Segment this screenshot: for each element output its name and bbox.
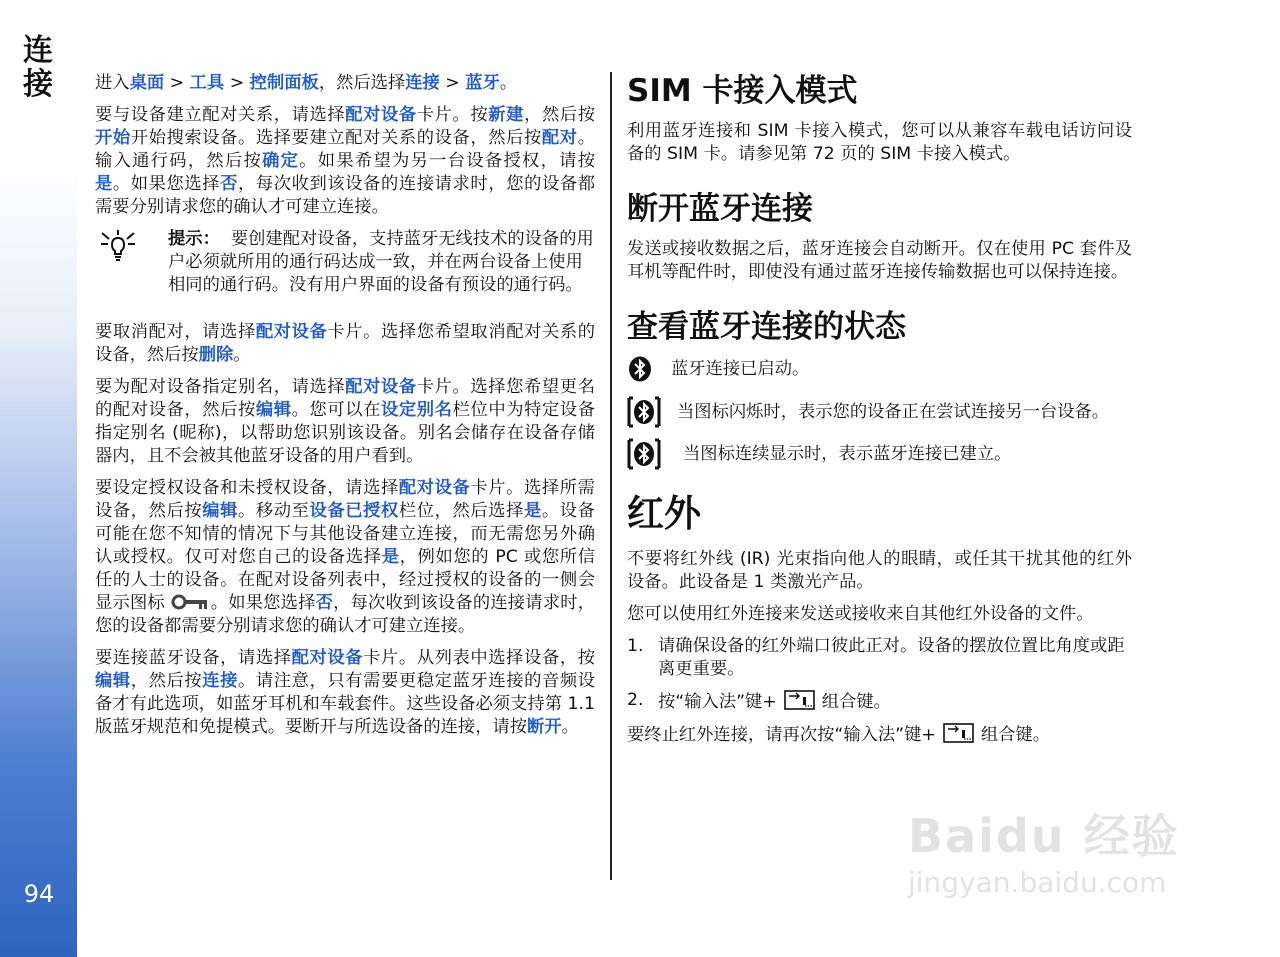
text: ，然后选择	[318, 73, 406, 93]
text: 。	[561, 717, 579, 737]
status-text: 蓝牙连接已启动。	[671, 359, 810, 379]
text: 开始搜索设备。选择要建立配对关系的设备，然后按	[130, 128, 542, 148]
heading-disconnect: 断开蓝牙连接	[627, 191, 813, 227]
link: 编辑	[95, 671, 131, 691]
link: 配对设备	[398, 478, 471, 498]
link-connectivity: 连接	[405, 73, 440, 93]
text: 栏位，然后选择	[398, 501, 524, 521]
paragraph-ir-end	[627, 722, 1132, 747]
watermark-logo-text: Baidu 经验	[908, 809, 1180, 863]
paragraph-ir-usage: 您可以使用红外连接来发送或接收来自其他红外设备的文件。	[627, 604, 1094, 624]
link: 配对设备	[345, 377, 417, 397]
paragraph-ir-warning: 不要将红外线 (IR) 光束指向他人的眼睛，或任其干扰其他的红外设备。此设备是 1 类激光产品。	[627, 549, 1132, 592]
text: 要与设备建立配对关系，请选择	[95, 105, 346, 125]
text: >	[224, 73, 250, 93]
text: ，每次收到该设备的连接请求时，您的设备都需要分别请求您的确认才可建立连接。	[95, 593, 595, 636]
text: 。请注意，只有需要更稳定蓝牙连接的音频设备才有此选项，如蓝牙耳机和车载套件。这些设备必须支持第 1.1 版蓝牙规范和免提模式。要断开与所选设备的连接，请按	[95, 671, 595, 737]
lightbulb-icon	[101, 230, 135, 264]
link: 删除	[198, 345, 234, 365]
text: 卡片。按	[416, 105, 489, 125]
text: >	[439, 73, 466, 93]
section-title: 连接	[23, 33, 53, 102]
step-text: 按“输入法”键+	[658, 692, 777, 712]
step-number: 2.	[627, 690, 644, 710]
step-number: 1.	[627, 636, 644, 656]
text: 卡片。选择所需设备，然后按	[95, 478, 595, 521]
link: 编辑	[255, 400, 292, 420]
paragraph-alias	[95, 376, 595, 468]
sidebar	[0, 0, 77, 957]
step-text: 请确保设备的红外端口彼此正对。设备的摆放位置比角度或距离更重要。	[658, 636, 1125, 679]
key-icon	[171, 593, 211, 611]
list-item	[627, 635, 1132, 681]
link-desktop: 桌面	[129, 73, 165, 93]
column-divider	[610, 72, 612, 880]
link: 断开	[527, 717, 562, 737]
text: 。您可以在	[291, 400, 382, 420]
link: 新建	[488, 105, 525, 125]
text: 。	[233, 345, 251, 365]
tip-text: 要创建配对设备，支持蓝牙无线技术的设备的用户必须就所用的通行码达成一致，并在两台设备上使用相同的通行码。没有用户界面的设备有预设的通行码。	[168, 229, 594, 295]
link: 配对设备	[255, 322, 328, 342]
link-tools: 工具	[189, 73, 225, 93]
status-blinking	[627, 396, 1132, 428]
link: 设备已授权	[309, 501, 399, 521]
ir-steps	[627, 635, 1132, 714]
text: 要取消配对，请选择	[95, 322, 256, 342]
right-column	[627, 70, 1132, 756]
link: 配对设备	[345, 105, 417, 125]
bluetooth-icon	[627, 356, 653, 382]
paragraph-connect	[95, 647, 595, 739]
link: 开始	[95, 128, 131, 148]
heading-sim-access: SIM 卡接入模式	[627, 73, 858, 109]
page-number: 94	[23, 880, 55, 908]
paragraph-sim: 利用蓝牙连接和 SIM 卡接入模式，您可以从兼容车载电话访问设备的 SIM 卡。请参见第 72 页的 SIM 卡接入模式。	[627, 121, 1132, 164]
text: 栏位中为特定设备指定别名 (昵称)，以帮助您识别该设备。别名会储存在设备存储器内，且不会被其他蓝牙设备的用户看到。	[95, 400, 595, 466]
link: 设定别名	[381, 400, 453, 420]
left-column	[95, 72, 595, 748]
heading-infrared: 红外	[627, 492, 701, 535]
link: 连接	[202, 671, 239, 691]
text: 。移动至	[238, 501, 310, 521]
status-text: 当图标连续显示时，表示蓝牙连接已建立。	[683, 444, 1012, 464]
bluetooth-framed-icon	[627, 396, 661, 428]
tip-box	[95, 228, 595, 297]
link: 否	[315, 593, 334, 613]
link-bluetooth: 蓝牙	[465, 73, 500, 93]
heading-status: 查看蓝牙连接的状态	[627, 309, 906, 345]
status-text: 当图标闪烁时，表示您的设备正在尝试连接另一台设备。	[677, 402, 1110, 422]
status-active	[627, 356, 1132, 382]
link: 否	[220, 174, 239, 194]
text: 要连接蓝牙设备，请选择	[95, 648, 292, 668]
text: 要为配对设备指定别名，请选择	[95, 377, 346, 397]
text: 。设备可能在您不知情的情况下与其他设备建立连接，而无需您另外确认或授权。仅可对您自己的设备选择	[95, 501, 595, 567]
text: 卡片。从列表中选择设备，按	[363, 648, 595, 668]
text: 组合键。	[980, 725, 1051, 745]
text: 。如果您选择	[112, 174, 221, 194]
link: 编辑	[202, 501, 238, 521]
paragraph-disconnect: 发送或接收数据之后，蓝牙连接会自动断开。仅在使用 PC 套件及耳机等配件时，即使没有通过蓝牙连接传输数据也可以保持连接。	[627, 239, 1132, 282]
paragraph-pairing	[95, 104, 595, 219]
paragraph-authorize	[95, 477, 595, 638]
text: >	[164, 73, 190, 93]
paragraph-unpair	[95, 321, 595, 367]
link: 是	[95, 174, 113, 194]
step-text: 组合键。	[821, 692, 891, 712]
link: 配对设备	[291, 648, 364, 668]
text: ，例如您的 PC 或您所信任的人士的设备。在配对设备列表中，经过授权的设备的一侧会显示图标	[95, 547, 595, 613]
text: 要设定授权设备和未授权设备，请选择	[95, 478, 399, 498]
bluetooth-framed-icon	[627, 438, 661, 470]
text: 。输入通行码，然后按	[95, 128, 595, 171]
status-connected	[627, 438, 1132, 470]
text: 要终止红外连接，请再次按“输入法”键+	[627, 725, 936, 745]
watermark-url: jingyan.baidu.com	[908, 866, 1167, 899]
link: 确定	[262, 151, 300, 171]
list-item	[627, 689, 1132, 714]
link-control-panel: 控制面板	[249, 73, 319, 93]
text: 进入	[95, 73, 130, 93]
link: 是	[524, 501, 542, 521]
text: 。如果您选择	[210, 593, 316, 613]
infrared-key-icon	[942, 722, 975, 744]
link: 配对	[541, 128, 578, 148]
text: ，每次收到该设备的连接请求时，您的设备都需要分别请求您的确认才可建立连接。	[95, 174, 595, 217]
baidu-watermark	[908, 800, 1208, 910]
text: 。如果希望为另一台设备授权，请按	[299, 151, 595, 171]
text: 卡片。选择您希望取消配对关系的设备，然后按	[95, 322, 595, 365]
tip-label: 提示：	[168, 229, 220, 249]
text: ，然后按	[130, 671, 203, 691]
text: 。	[499, 73, 518, 93]
text: ，然后按	[524, 105, 595, 125]
infrared-key-icon	[783, 689, 816, 711]
paragraph-path	[95, 72, 595, 95]
link: 是	[381, 547, 400, 567]
text: 卡片。选择您希望更名的配对设备，然后按	[95, 377, 595, 420]
